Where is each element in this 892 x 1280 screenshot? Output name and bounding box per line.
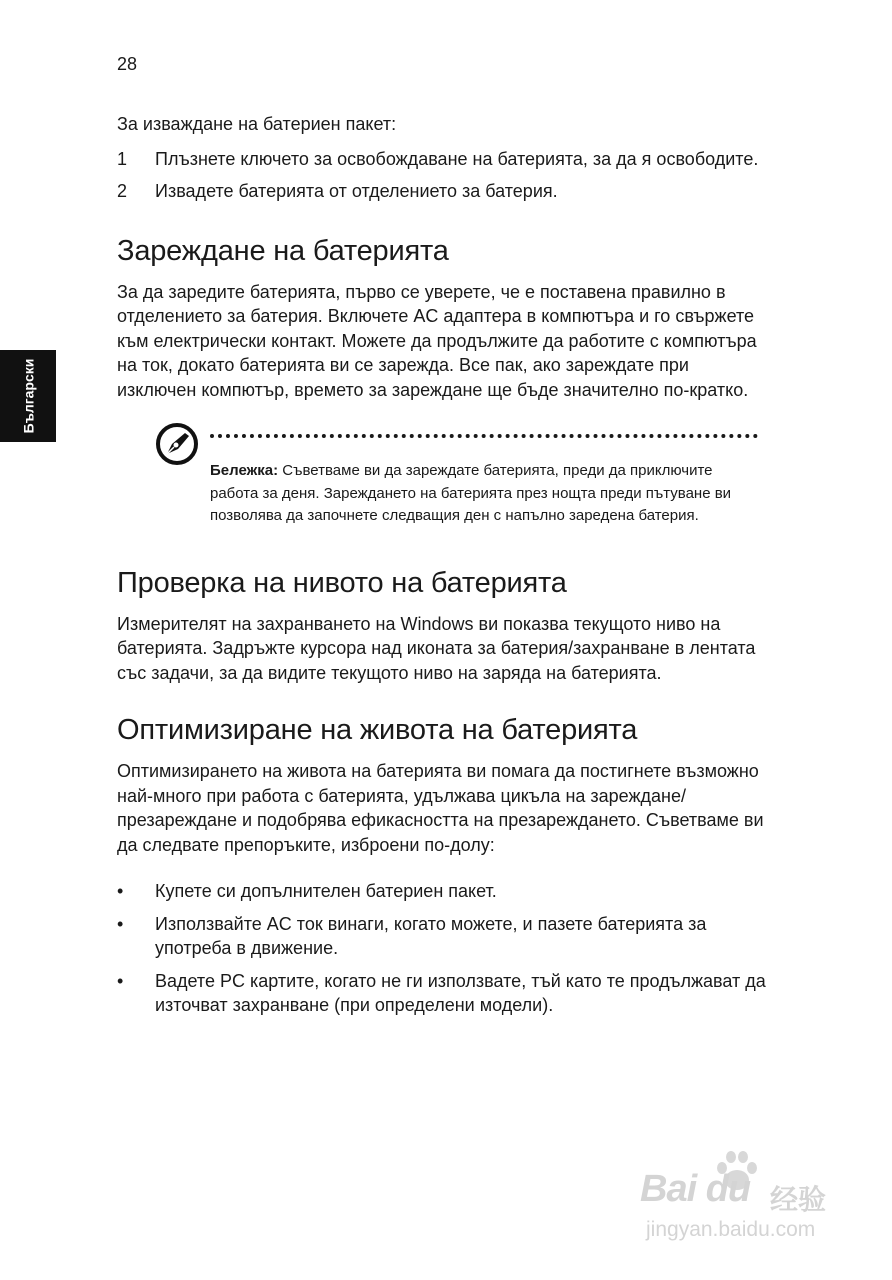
note-body: Съветваме ви да зареждате батерията, преди да приключите работа за деня. Зареждането на батерията през нощта преди пътуване ви позволява да започнете следващия ден с напълно заредена батерия. xyxy=(210,462,732,524)
bullet-marker: • xyxy=(117,881,124,901)
note-pen-icon xyxy=(155,422,199,466)
step-text: Плъзнете ключето за освобождаване на батерията, за да я освободите. xyxy=(155,148,759,169)
language-side-tab xyxy=(0,350,56,442)
bullet-text: Купете си допълнителен батериен пакет. xyxy=(155,881,497,901)
bullet-marker: • xyxy=(117,913,124,934)
note-divider xyxy=(210,434,758,438)
side-tab-label: Български xyxy=(20,358,37,434)
watermark-logo: Bai du xyxy=(640,1168,751,1210)
section-check-level xyxy=(117,566,767,686)
section-heading: Проверка на нивото на батерията xyxy=(117,566,567,599)
section-heading: Зареждане на батерията xyxy=(117,234,449,267)
section-optimize xyxy=(117,713,767,1018)
removal-steps xyxy=(117,147,767,204)
intro-text: За изваждане на батериен пакет: xyxy=(117,114,397,134)
watermark-url: jingyan.baidu.com xyxy=(646,1218,816,1241)
section-body: Оптимизирането на живота на батерията ви помага да постигнете възможно най-много при работа с батерията, удължава цикъла на зареждане/презареждане и подобрява ефикасността на презареждането. Съветваме ви да следвате препоръките, изброени по-долу: xyxy=(117,761,764,855)
baidu-watermark xyxy=(640,1148,840,1248)
step-number: 2 xyxy=(117,181,128,201)
section-body: За да заредите батерията, първо се уверете, че е поставена правилно в отделението за батерия. Включете AC адаптера в компютъра и го свържете към електрически контакт. Можете да продължите да работите с компютъра на ток, докато батерията ви се зарежда. Все пак, ако зареждате при изключен компютър, времето за зареждане ще бъде значително по-кратко. xyxy=(117,281,757,400)
bullet-marker: • xyxy=(117,970,124,991)
bullet-text: Вадете PC картите, когато не ги използвате, тъй като те продължават да източват захранване (при определени модели). xyxy=(155,970,766,1015)
step-text: Извадете батерията от отделението за батерия. xyxy=(155,181,558,201)
page-content xyxy=(117,112,767,1046)
note-box xyxy=(117,434,755,528)
list-item xyxy=(117,147,767,172)
tips-list xyxy=(117,879,767,1018)
section-body: Измерителят на захранването на Windows ви показва текущото ниво на батерията. Задръжте курсора над иконата за батерия/захранване в лентата със задачи, за да видите текущото ниво на заряда на батерията. xyxy=(117,613,756,683)
note-text xyxy=(210,460,755,528)
list-item xyxy=(117,879,767,904)
note-label: Бележка: xyxy=(210,462,279,479)
bullet-text: Използвайте AC ток винаги, когато можете, и пазете батерията за употреба в движение. xyxy=(155,913,707,958)
step-number: 1 xyxy=(117,148,128,169)
list-item xyxy=(117,179,767,204)
watermark-cn: 经验 xyxy=(770,1184,827,1215)
page-number: 28 xyxy=(117,54,138,74)
section-charging xyxy=(117,234,767,403)
list-item xyxy=(117,969,767,1018)
list-item xyxy=(117,912,767,961)
section-heading: Оптимизиране на живота на батерията xyxy=(117,714,638,746)
